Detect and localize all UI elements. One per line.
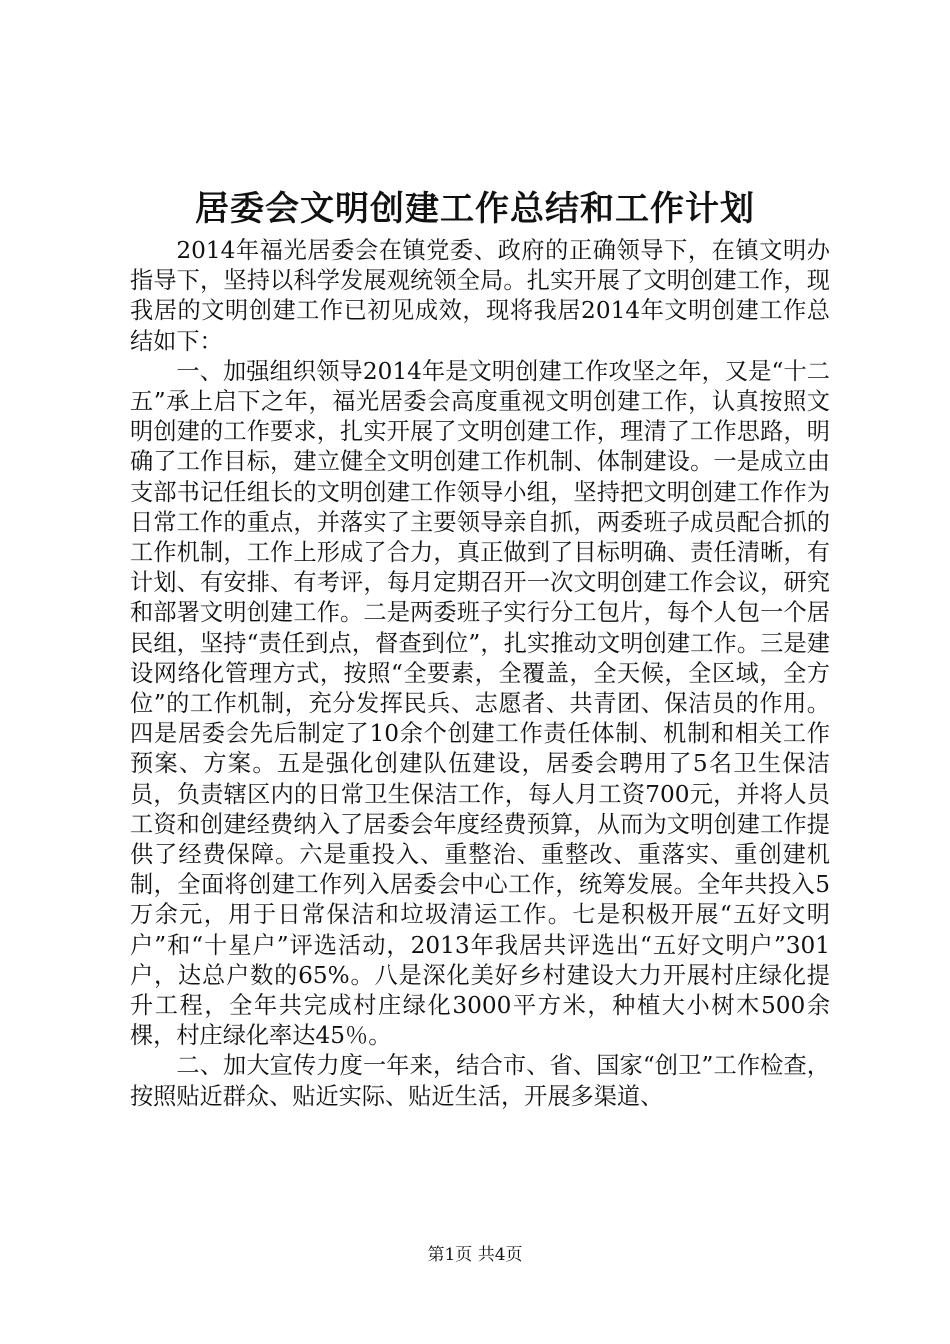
paragraph-section-one: 一、加强组织领导2014年是文明创建工作攻坚之年，又是“十二五”承上启下之年，福光居委会高度重视文明创建工作，认真按照文明创建的工作要求，扎实开展了文明创建工作，理清了工作思路，明确了工作目标，建立健全文明创建工作机制、体制建设。一是成立由支部书记任组长的文明创建工作领导小组，坚持把文明创建工作作为日常工作的重点，并落实了主要领导亲自抓，两委班子成员配合抓的工作机制，工作上形成了合力，真正做到了目标明确、责任清晰，有计划、有安排、有考评，每月定期召开一次文明创建工作会议，研究和部署文明创建工作。二是两委班子实行分工包片，每个人包一个居民组，坚持“责任到点，督查到位”，扎实推动文明创建工作。三是建设网络化管理方式，按照“全要素，全覆盖，全天候，全区域，全方位”的工作机制，充分发挥民兵、志愿者、共青团、保洁员的作用。四是居委会先后制定了10余个创建工作责任体制、机制和相关工作预案、方案。五是强化创建队伍建设，居委会聘用了5名卫生保洁员，负责辖区内的日常卫生保洁工作，每人月工资700元，并将人员工资和创建经费纳入了居委会年度经费预算，从而为文明创建工作提供了经费保障。六是重投入、重整治、重整改、重落实、重创建机制，全面将创建工作列入居委会中心工作，统筹发展。全年共投入5万余元，用于日常保洁和垃圾清运工作。七是积极开展“五好文明户”和“十星户”评选活动，2013年我居共评选出“五好文明户”301户，达总户数的65%。八是深化美好乡村建设大力开展村庄绿化提升工程，全年共完成村庄绿化3000平方米，种植大小树木500余棵，村庄绿化率达45％。 <box>130 357 830 1050</box>
page-number-footer: 第1页 共4页 <box>427 1245 523 1265</box>
paragraph-intro: 2014年福光居委会在镇党委、政府的正确领导下，在镇文明办指导下，坚持以科学发展观统领全局。扎实开展了文明创建工作，现我居的文明创建工作已初见成效，现将我居2014年文明创建工作总结如下： <box>130 237 830 355</box>
document-title: 居委会文明创建工作总结和工作计划 <box>195 189 755 229</box>
document-body <box>130 236 830 1112</box>
paragraph-section-two: 二、加大宣传力度一年来，结合市、省、国家“创卫”工作检查，按照贴近群众、贴近实际、贴近生活，开展多渠道、 <box>130 1052 830 1110</box>
